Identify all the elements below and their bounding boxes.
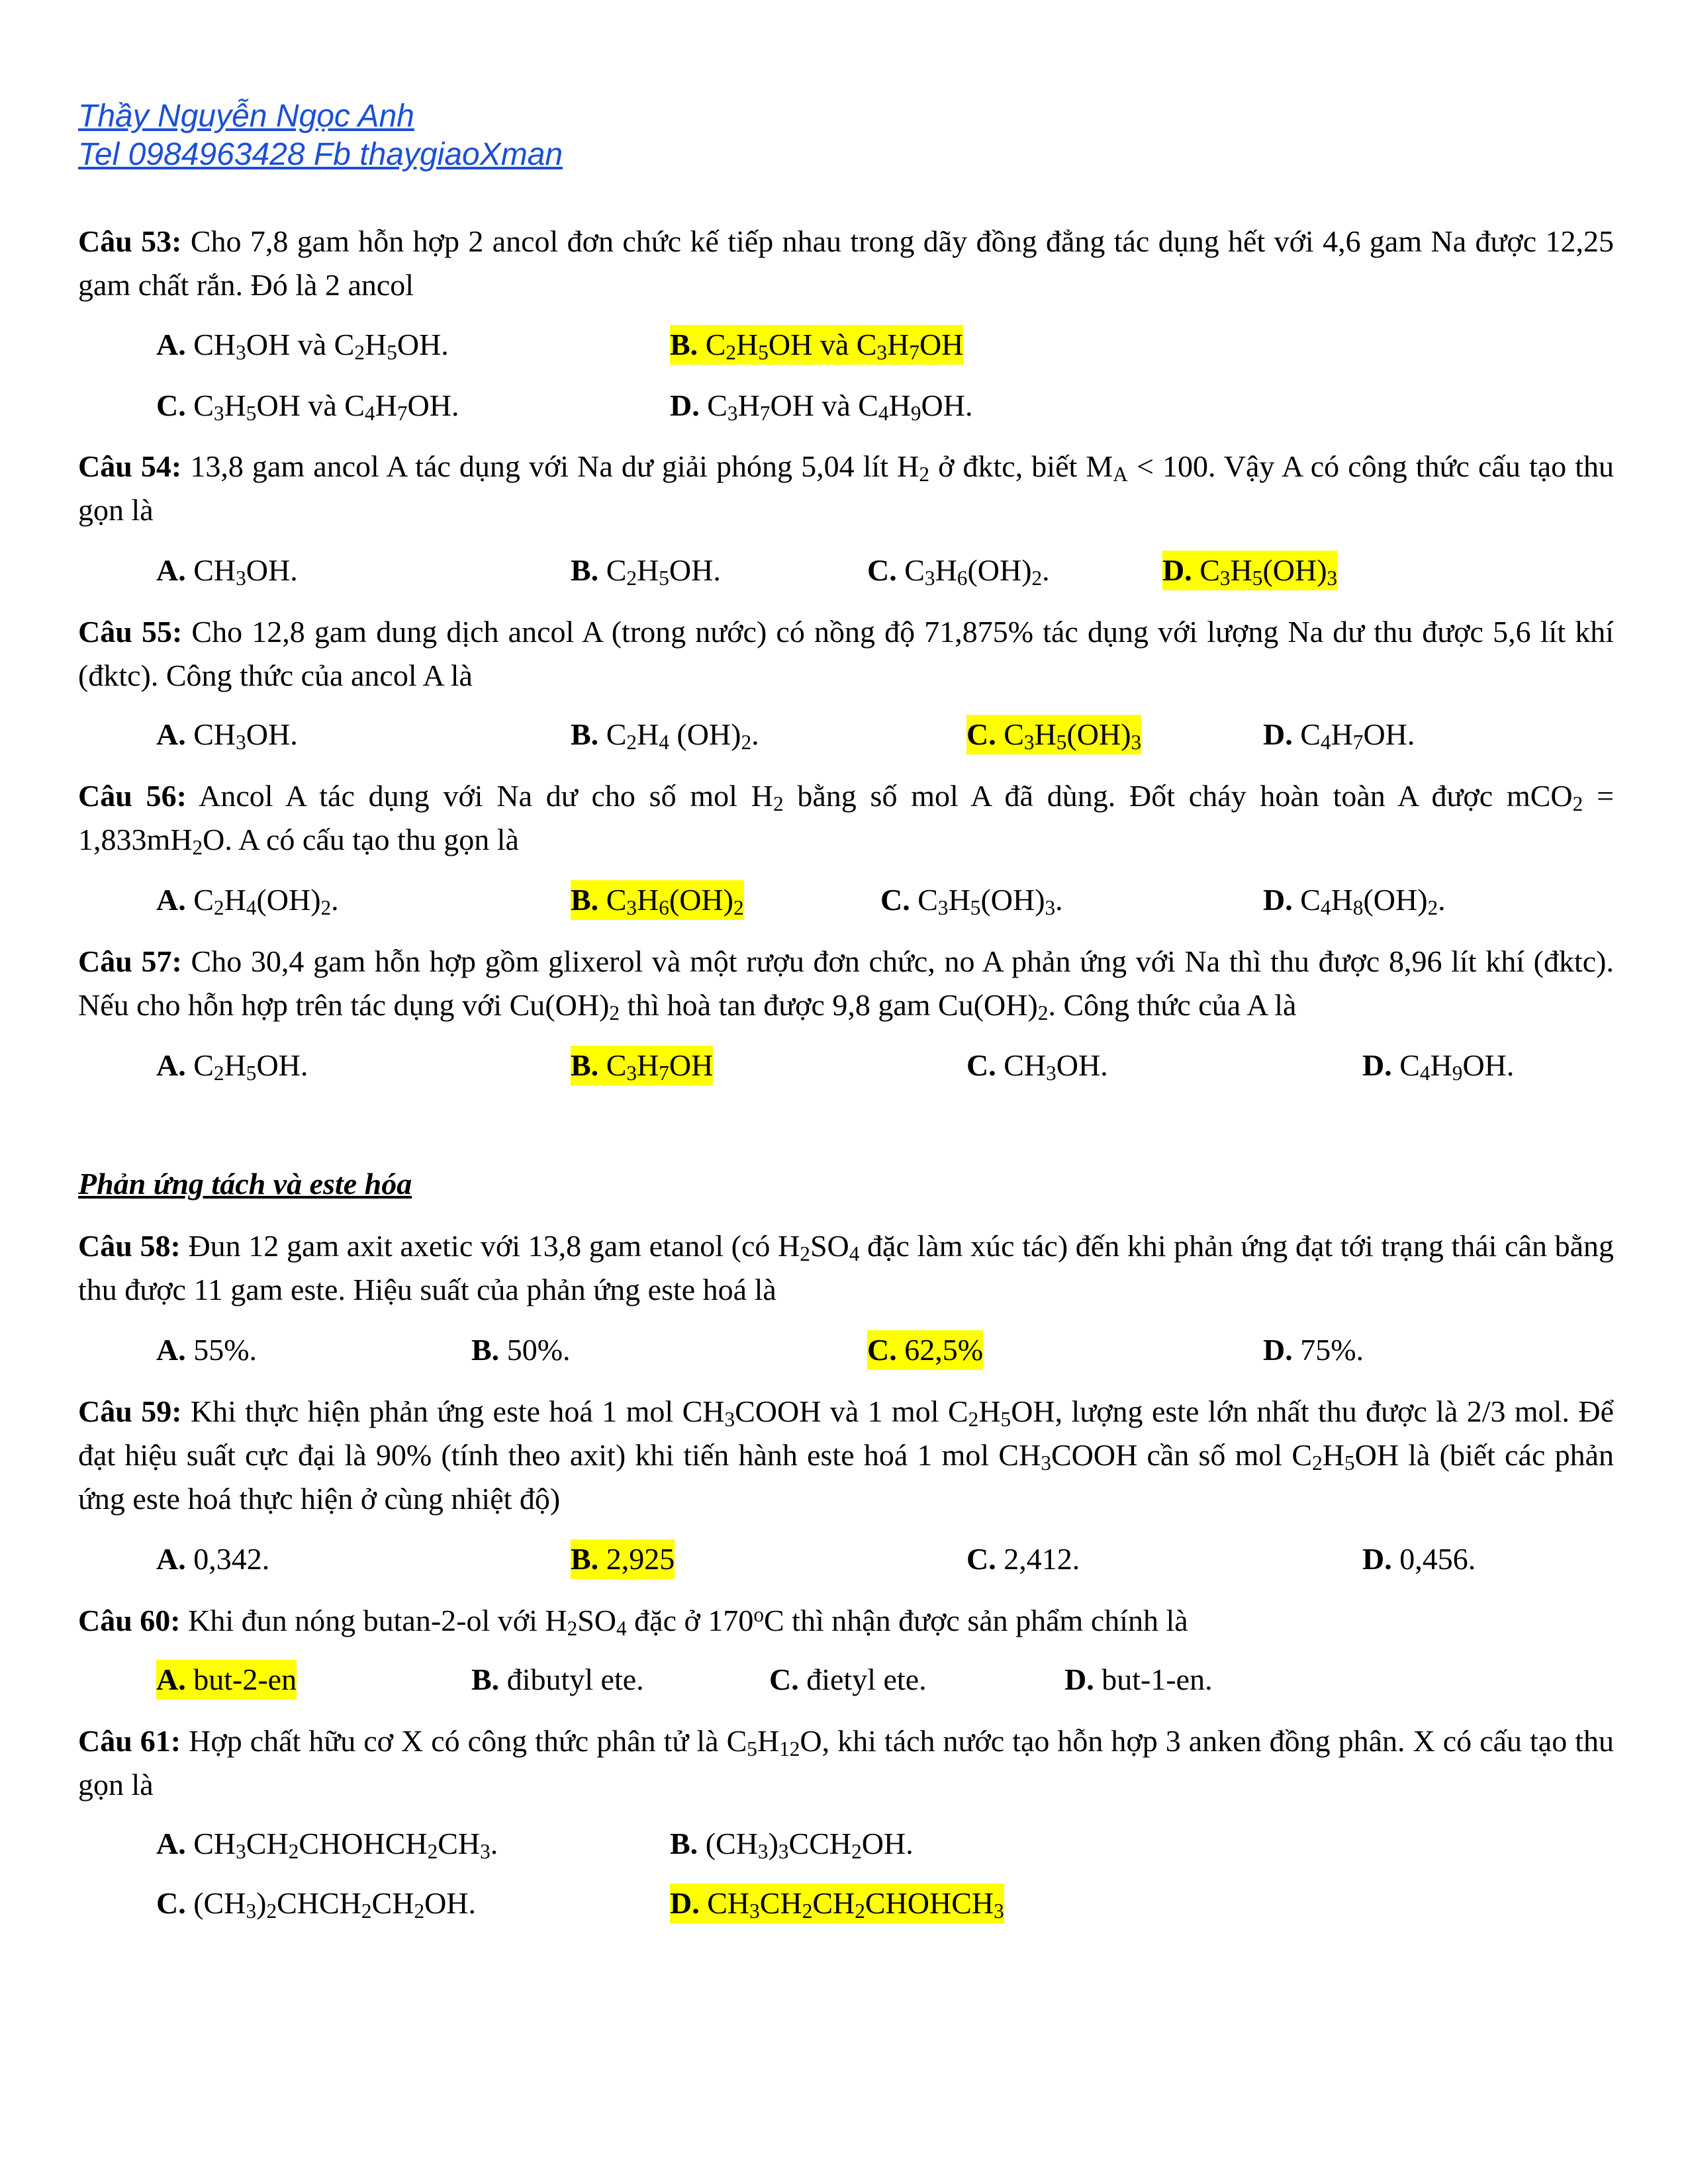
option-56-b: B. $C_3H_6(OH)_2$ — [571, 880, 744, 920]
option-59-a: A. 0,342. — [156, 1542, 270, 1576]
option-57-d: D. $C_4H_9OH$. — [1362, 1048, 1515, 1085]
question-label: Câu 59: — [78, 1394, 182, 1428]
option-56-d: D. $C_4H_8(OH)_2$. — [1263, 883, 1446, 919]
option-54-a: A. $CH_3OH$. — [156, 553, 298, 590]
option-55-c: C. $C_3H_5(OH)_3$ — [966, 715, 1141, 754]
contact-info: Tel 0984963428 Fb thaygiaoXman — [78, 137, 563, 172]
option-56-a: A. $C_2H_4(OH)_2$. — [156, 883, 339, 919]
option-61-a: A. $CH_3CH_2CHOHCH_2CH_3$. — [156, 1827, 498, 1863]
question-label: Câu 55: — [78, 615, 183, 649]
question-text: Cho 12,8 gam dung dịch ancol A (trong nước) có nồng độ 71,875% tác dụng với lượng Na dư thu được 5,6 lít khí (đktc). Công thức của ancol A là — [78, 615, 1614, 692]
question-text: Hợp chất hữu cơ X có công thức phân tử là $C_5H_{12}O$, khi tách nước tạo hỗn hợp 3 anken đồng phân. X có cấu tạo thu gọn là — [78, 1724, 1615, 1801]
question-label: Câu 56: — [78, 779, 187, 813]
question-60 — [78, 1599, 1614, 1643]
question-58 — [78, 1224, 1614, 1312]
option-54-d: D. $C_3H_5(OH)_3$ — [1162, 551, 1337, 590]
option-58-d: D. 75%. — [1263, 1333, 1364, 1367]
option-59-b: B. 2,925 — [571, 1539, 675, 1579]
question-text: Khi thực hiện phản ứng este hoá 1 mol $CH_3COOH$ và 1 mol $C_2H_5OH$, lượng este lớn nhất thu được là 2/3 mol. Để đạt hiệu suất cực đại là 90% (tính theo axit) khi tiến hành este hoá 1 mol $CH_3COOH$ cần số mol $C_2H_5OH$ là (biết các phản ứng este hoá thực hiện ở cùng nhiệt độ) — [78, 1394, 1614, 1516]
question-54 — [78, 445, 1614, 532]
question-text: Đun 12 gam axit axetic với 13,8 gam etanol (có $H_2SO_4$ đặc làm xúc tác) đến khi phản ứng đạt tới trạng thái cân bằng thu được 11 gam este. Hiệu suất của phản ứng este hoá là — [78, 1229, 1615, 1306]
option-56-c: C. $C_3H_5(OH)_3$. — [880, 883, 1063, 919]
option-58-b: B. 50%. — [471, 1333, 571, 1367]
question-text: Cho 30,4 gam hỗn hợp gồm glixerol và một rượu đơn chức, no A phản ứng với Na thì thu được 8,96 lít khí (đktc). Nếu cho hỗn hợp trên tác dụng với $Cu(OH)_2$ thì hoà tan được 9,8 gam $Cu(OH)_2$. Công thức của A là — [78, 944, 1614, 1024]
option-59-c: C. 2,412. — [966, 1542, 1080, 1576]
question-label: Câu 61: — [78, 1724, 181, 1758]
question-59 — [78, 1390, 1614, 1521]
question-label: Câu 58: — [78, 1229, 181, 1263]
option-53-d: D. $C_3H_7OH$ và $C_4H_9OH$. — [670, 388, 973, 425]
question-label: Câu 54: — [78, 449, 182, 483]
option-54-b: B. $C_2H_5OH$. — [571, 553, 721, 590]
option-60-a: A. but-2-en — [156, 1660, 297, 1700]
option-55-d: D. $C_4H_7OH$. — [1263, 717, 1415, 754]
option-57-a: A. $C_2H_5OH$. — [156, 1048, 308, 1085]
option-61-b: B. $(CH_3)_3CCH_2OH$. — [670, 1827, 914, 1863]
question-57 — [78, 940, 1614, 1027]
option-60-c: C. đietyl ete. — [769, 1662, 927, 1696]
question-label: Câu 57: — [78, 944, 182, 978]
option-57-b: B. $C_3H_7OH$ — [571, 1046, 713, 1085]
option-58-c: C. 62,5% — [867, 1330, 983, 1370]
option-60-d: D. but-1-en. — [1064, 1662, 1213, 1696]
question-text: Cho 7,8 gam hỗn hợp 2 ancol đơn chức kế tiếp nhau trong dãy đồng đẳng tác dụng hết với 4,6 gam Na được 12,25 gam chất rắn. Đó là 2 ancol — [78, 224, 1615, 302]
option-61-c: C. $(CH_3)_2CHCH_2CH_2OH$. — [156, 1886, 477, 1923]
question-53 — [78, 220, 1614, 307]
question-text: Khi đun nóng butan-2-ol với $H_2SO_4$ đặc ở 170$^o$C thì nhận được sản phẩm chính là — [188, 1602, 1188, 1640]
question-label: Câu 53: — [78, 224, 182, 258]
author-name: Thầy Nguyễn Ngọc Anh — [78, 99, 414, 134]
option-53-c: C. $C_3H_5OH$ và $C_4H_7OH$. — [156, 388, 459, 425]
option-59-d: D. 0,456. — [1362, 1542, 1476, 1576]
question-56 — [78, 774, 1614, 862]
question-text: 13,8 gam ancol A tác dụng với Na dư giải phóng 5,04 lít $H_2$ ở đktc, biết $M_A < 100$. Vậy A có công thức cấu tạo thu gọn là — [78, 449, 1615, 527]
option-54-c: C. $C_3H_6(OH)_2$. — [867, 553, 1050, 590]
section-title: Phản ứng tách và este hóa — [78, 1167, 412, 1201]
option-53-a: A. $CH_3OH$ và $C_2H_5OH$. — [156, 328, 449, 364]
question-61 — [78, 1719, 1614, 1807]
option-55-b: B. $C_2H_4$ $(OH)_2$. — [571, 717, 759, 754]
question-label: Câu 60: — [78, 1604, 181, 1637]
option-58-a: A. 55%. — [156, 1333, 258, 1367]
option-61-d: D. $CH_3CH_2CH_2CHOHCH_3$ — [670, 1884, 1004, 1923]
option-55-a: A. $CH_3OH$. — [156, 717, 298, 754]
question-55 — [78, 610, 1614, 698]
option-53-b: B. $C_2H_5OH$ và $C_3H_7OH$ — [670, 325, 963, 365]
question-text: Ancol A tác dụng với Na dư cho số mol $H_2$ bằng số mol A đã dùng. Đốt cháy hoàn toàn A được $mCO_2 = 1,833mH_2O$. A có cấu tạo thu gọn là — [78, 779, 1615, 859]
option-60-b: B. đibutyl ete. — [471, 1662, 644, 1696]
option-57-c: C. $CH_3OH$. — [966, 1048, 1108, 1085]
